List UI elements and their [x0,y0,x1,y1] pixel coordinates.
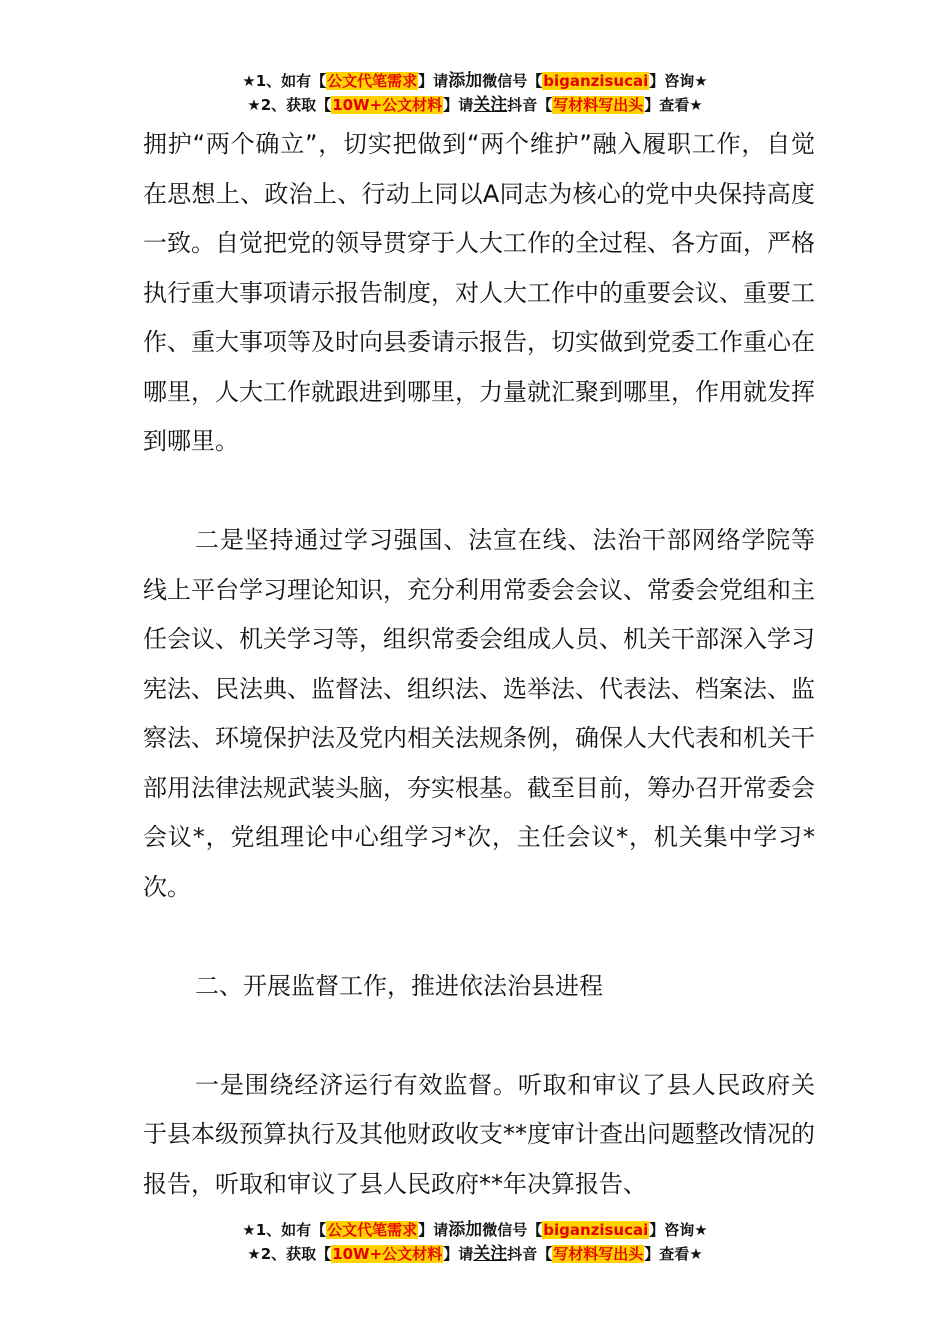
footer-line-1-mid-2: 微信号【 [482,1221,543,1239]
footer-line-2-suffix: 】查看★ [644,1245,703,1263]
footer-line-2-emphasis: 关注 [473,1244,508,1264]
footer-line-1-emphasis: 添加 [448,1220,483,1240]
footer-line-1-suffix: 】咨询★ [649,1221,708,1239]
footer-line-2-mid-2: 抖音【 [507,1245,553,1263]
banner-line-1-emphasis: 添加 [448,71,483,91]
footer-line-2-highlight-1: 10W+公文材料 [332,1245,443,1263]
banner-line-1-mid-1: 】请 [418,72,449,90]
footer-line-1-mid-1: 】请 [418,1221,449,1239]
banner-line-2-mid-1: 】请 [443,96,474,114]
banner-line-2-mid-2: 抖音【 [507,96,553,114]
paragraph-1: 拥护“两个确立”，切实把做到“两个维护”融入履职工作，自觉在思想上、政治上、行动上同以A同志为核心的党中央保持高度一致。自觉把党的领导贯穿于人大工作的全过程、各方面，严格执行重大事项请示报告制度，对人大工作中的重要会议、重要工作、重大事项等及时向县委请示报告，切实做到党委工作重心在哪里，人大工作就跟进到哪里，力量就汇聚到哪里，作用就发挥到哪里。 [143,130,815,455]
footer-line-1-prefix: ★1、如有【 [242,1221,327,1239]
paragraph-2: 二是坚持通过学习强国、法宣在线、法治干部网络学院等线上平台学习理论知识，充分利用常委会会议、常委会党组和主任会议、机关学习等，组织常委会组成人员、机关干部深入学习宪法、民法典、监督法、组织法、选举法、代表法、档案法、监察法、环境保护法及党内相关法规条例，确保人大代表和机关干部用法律法规武装头脑，夯实根基。截至目前，筹办召开常委会会议*，党组理论中心组学习*次，主任会议*，机关集中学习*次。 [143,526,815,901]
banner-line-2 [0,93,950,117]
banner-line-1-highlight-2: biganzisucai [543,72,649,90]
footer-line-2 [0,1242,950,1266]
section-heading-2: 二、开展监督工作，推进依法治县进程 [195,971,603,1000]
footer-line-1 [0,1218,950,1242]
banner-line-1-highlight-1: 公文代笔需求 [327,72,418,90]
banner-line-2-emphasis: 关注 [473,95,508,115]
banner-line-2-suffix: 】查看★ [644,96,703,114]
banner-line-1-prefix: ★1、如有【 [242,72,327,90]
footer-line-2-highlight-2: 写材料写出头 [553,1245,644,1263]
paragraph-spacer [143,1011,815,1061]
footer-line-2-prefix: ★2、获取【 [247,1245,332,1263]
banner-line-1-mid-2: 微信号【 [482,72,543,90]
footer-banner [0,1218,950,1266]
banner-line-2-highlight-1: 10W+公文材料 [332,96,443,114]
paragraph-spacer [143,912,815,962]
banner-line-2-highlight-2: 写材料写出头 [553,96,644,114]
document-body [143,120,815,1209]
header-banner [0,69,950,117]
paragraph-spacer [143,467,815,517]
footer-line-1-highlight-2: biganzisucai [543,1221,649,1239]
banner-line-2-prefix: ★2、获取【 [247,96,332,114]
paragraph-3: 一是围绕经济运行有效监督。听取和审议了县人民政府关于县本级预算执行及其他财政收支**度审计查出问题整改情况的报告，听取和审议了县人民政府**年决算报告、 [143,1070,815,1198]
footer-line-2-mid-1: 】请 [443,1245,474,1263]
footer-line-1-highlight-1: 公文代笔需求 [327,1221,418,1239]
banner-line-1 [0,69,950,93]
banner-line-1-suffix: 】咨询★ [649,72,708,90]
